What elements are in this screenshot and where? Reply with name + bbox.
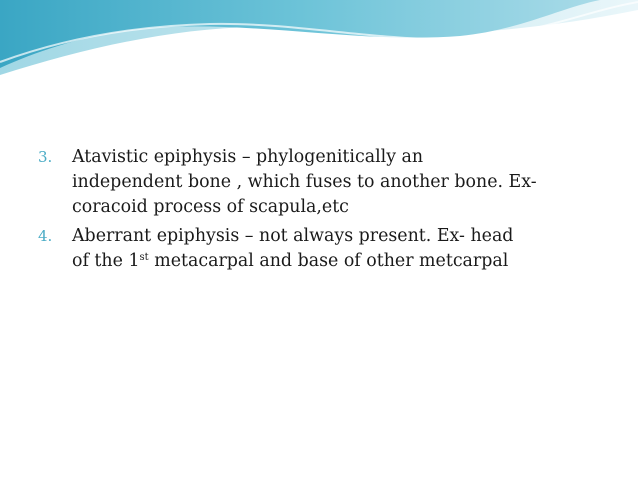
- header-wave-decoration: [0, 0, 638, 80]
- item-number: 3.: [38, 148, 53, 166]
- item-text-line: Atavistic epiphysis – phylogenitically an: [72, 147, 424, 167]
- item-text-line: independent bone , which fuses to another bone. Ex-: [72, 172, 537, 192]
- item-text-line: Aberrant epiphysis – not always present. Ex- head: [72, 226, 514, 246]
- item-text: [72, 224, 608, 274]
- item-text: [72, 145, 608, 220]
- item-number: 4.: [38, 227, 53, 245]
- item-text-line: coracoid process of scapula,etc: [72, 197, 349, 217]
- list-item-4: [38, 224, 608, 274]
- text-after-superscript: metacarpal and base of other metcarpal: [148, 251, 509, 271]
- ordinal-superscript: st: [139, 252, 149, 263]
- item-text-line-with-superscript: [72, 249, 608, 274]
- bullet-list: [38, 145, 608, 278]
- text-before-superscript: of the 1: [72, 251, 140, 271]
- list-item-3: [38, 145, 608, 220]
